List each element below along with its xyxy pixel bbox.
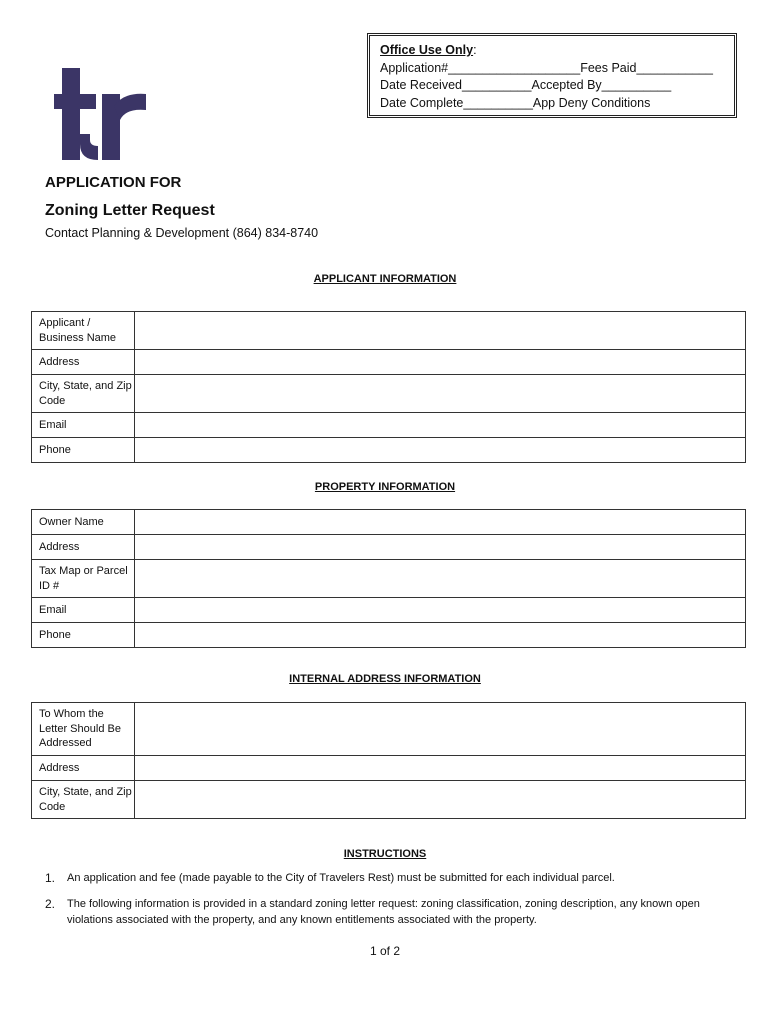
- office-use-line-application: Application#___________________Fees Paid___________: [380, 60, 713, 75]
- instructions-title: INSTRUCTIONS: [343, 848, 427, 860]
- property-address-field[interactable]: [135, 535, 746, 560]
- field-label: City, State, and Zip Code: [32, 781, 135, 819]
- instruction-item: [45, 896, 735, 928]
- internal-table: [31, 702, 746, 819]
- field-label: Owner Name: [32, 510, 135, 535]
- applicant-phone-field[interactable]: [135, 438, 746, 463]
- form-heading: APPLICATION FOR: [45, 174, 182, 191]
- field-label: Email: [32, 413, 135, 438]
- travelers-rest-logo: [54, 64, 146, 164]
- instruction-item: [45, 870, 735, 886]
- table-row: [32, 510, 746, 535]
- field-label: Address: [32, 535, 135, 560]
- parcel-id-field[interactable]: [135, 560, 746, 598]
- field-label: To Whom the Letter Should Be Addressed: [32, 703, 135, 756]
- applicant-city-field[interactable]: [135, 375, 746, 413]
- property-section-title: PROPERTY INFORMATION: [314, 481, 456, 493]
- field-label: City, State, and Zip Code: [32, 375, 135, 413]
- property-email-field[interactable]: [135, 598, 746, 623]
- contact-info: Contact Planning & Development (864) 834-8740: [45, 226, 319, 240]
- table-row: [32, 413, 746, 438]
- table-row: [32, 438, 746, 463]
- table-row: [32, 375, 746, 413]
- field-label: Address: [32, 756, 135, 781]
- internal-city-field[interactable]: [135, 781, 746, 819]
- page-number: 1 of 2: [369, 944, 401, 958]
- table-row: [32, 756, 746, 781]
- table-row: [32, 560, 746, 598]
- instruction-number: 1.: [45, 871, 56, 885]
- field-label: Address: [32, 350, 135, 375]
- table-row: [32, 598, 746, 623]
- table-row: [32, 623, 746, 648]
- field-label: Applicant / Business Name: [32, 312, 135, 350]
- office-use-colon: :: [473, 43, 477, 57]
- office-use-line-date-complete: Date Complete__________App Deny Conditions: [380, 95, 651, 110]
- applicant-address-field[interactable]: [135, 350, 746, 375]
- applicant-section-title: APPLICANT INFORMATION: [313, 273, 457, 285]
- office-use-title: Office Use Only: [380, 43, 474, 57]
- instruction-text: An application and fee (made payable to the City of Travelers Rest) must be submitted for each individual parcel.: [67, 872, 615, 884]
- applicant-email-field[interactable]: [135, 413, 746, 438]
- applicant-name-field[interactable]: [135, 312, 746, 350]
- addressee-field[interactable]: [135, 703, 746, 756]
- property-phone-field[interactable]: [135, 623, 746, 648]
- instruction-number: 2.: [45, 897, 56, 911]
- field-label: Email: [32, 598, 135, 623]
- table-row: [32, 781, 746, 819]
- table-row: [32, 703, 746, 756]
- applicant-table: [31, 311, 746, 463]
- form-title: Zoning Letter Request: [45, 202, 215, 219]
- field-label: Tax Map or Parcel ID #: [32, 560, 135, 598]
- table-row: [32, 535, 746, 560]
- owner-name-field[interactable]: [135, 510, 746, 535]
- table-row: [32, 312, 746, 350]
- internal-section-title: INTERNAL ADDRESS INFORMATION: [289, 673, 481, 685]
- field-label: Phone: [32, 623, 135, 648]
- office-use-line-date-received: Date Received__________Accepted By__________: [380, 78, 672, 92]
- internal-address-field[interactable]: [135, 756, 746, 781]
- office-use-box: [367, 33, 737, 118]
- field-label: Phone: [32, 438, 135, 463]
- property-table: [31, 509, 746, 648]
- table-row: [32, 350, 746, 375]
- instruction-text: The following information is provided in a standard zoning letter request: zoning classification, zoning description, any known open violations associated with the property, and any known entitlements associated with the property.: [67, 898, 700, 926]
